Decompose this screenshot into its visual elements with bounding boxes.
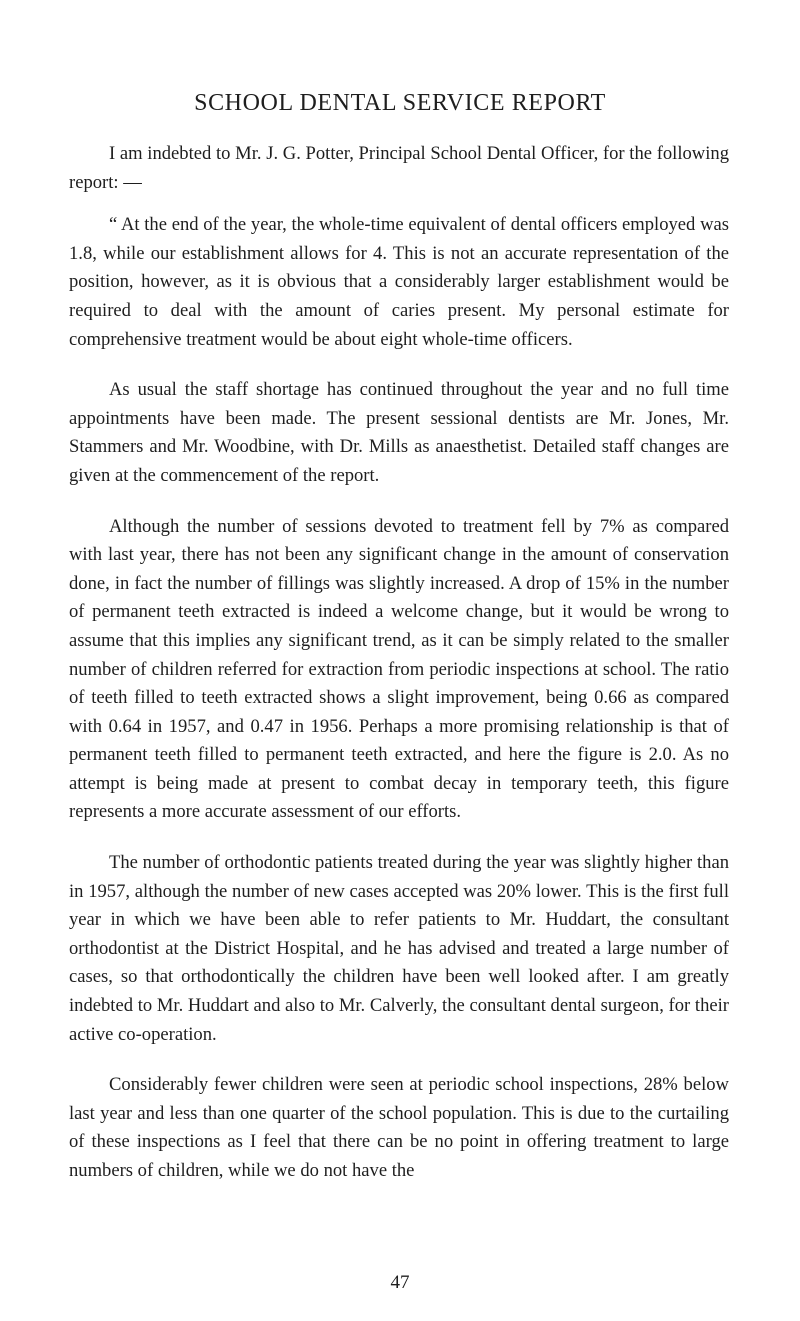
paragraph-establishment: “ At the end of the year, the whole-time equivalent of dental officers employed was 1.8, while our establishment allows for 4. This is not an accurate representation of the position, however, as it is obvious that a considerably larger establishment would be required to deal with the amount of caries present. My personal estimate for comprehensive treatment would be about eight whole-time officers. bbox=[69, 214, 729, 350]
report-body bbox=[69, 140, 729, 1208]
paragraph-treatment: Although the number of sessions devoted to treatment fell by 7% as compared with last year, there has not been any significant change in the amount of conservation done, in fact the number of fillings was slightly increased. A drop of 15% in the number of permanent teeth extracted is indeed a welcome change, but it would be wrong to assume that this implies any significant trend, as it can be simply related to the smaller number of children referred for extraction from periodic inspections at school. The ratio of teeth filled to teeth extracted shows a slight improvement, being 0.66 as compared with 0.64 in 1957, and 0.47 in 1956. Perhaps a more promising relationship is that of permanent teeth filled to permanent teeth extracted, and here the figure is 2.0. As no attempt is being made at present to combat decay in temporary teeth, this figure represents a more accurate assessment of our efforts. bbox=[69, 515, 729, 823]
paragraph-inspections: Considerably fewer children were seen at periodic school inspections, 28% below last year and less than one quarter of the school population. This is due to the curtailing of these inspections as I feel that there can be no point in offering treatment to large numbers of children, while we do not have the bbox=[69, 1074, 729, 1181]
page-title: SCHOOL DENTAL SERVICE REPORT bbox=[194, 90, 606, 116]
paragraph-staff: As usual the staff shortage has continued throughout the year and no full time appointments have been made. The present sessional dentists are Mr. Jones, Mr. Stammers and Mr. Woodbine, with Dr. Mills as anaesthetist. Detailed staff changes are given at the commencement of the report. bbox=[69, 379, 729, 486]
paragraph-intro: I am indebted to Mr. J. G. Potter, Principal School Dental Officer, for the following report: — bbox=[69, 143, 729, 193]
page-number: 47 bbox=[390, 1272, 410, 1293]
paragraph-orthodontic: The number of orthodontic patients treated during the year was slightly higher than in 1957, although the number of new cases accepted was 20% lower. This is the first full year in which we have been able to refer patients to Mr. Huddart, the consultant orthodontist at the District Hospital, and he has advised and treated a large number of cases, so that orthodontically the children have been well looked after. I am greatly indebted to Mr. Huddart and also to Mr. Calverly, the consultant dental surgeon, for their active co-operation. bbox=[69, 852, 729, 1045]
